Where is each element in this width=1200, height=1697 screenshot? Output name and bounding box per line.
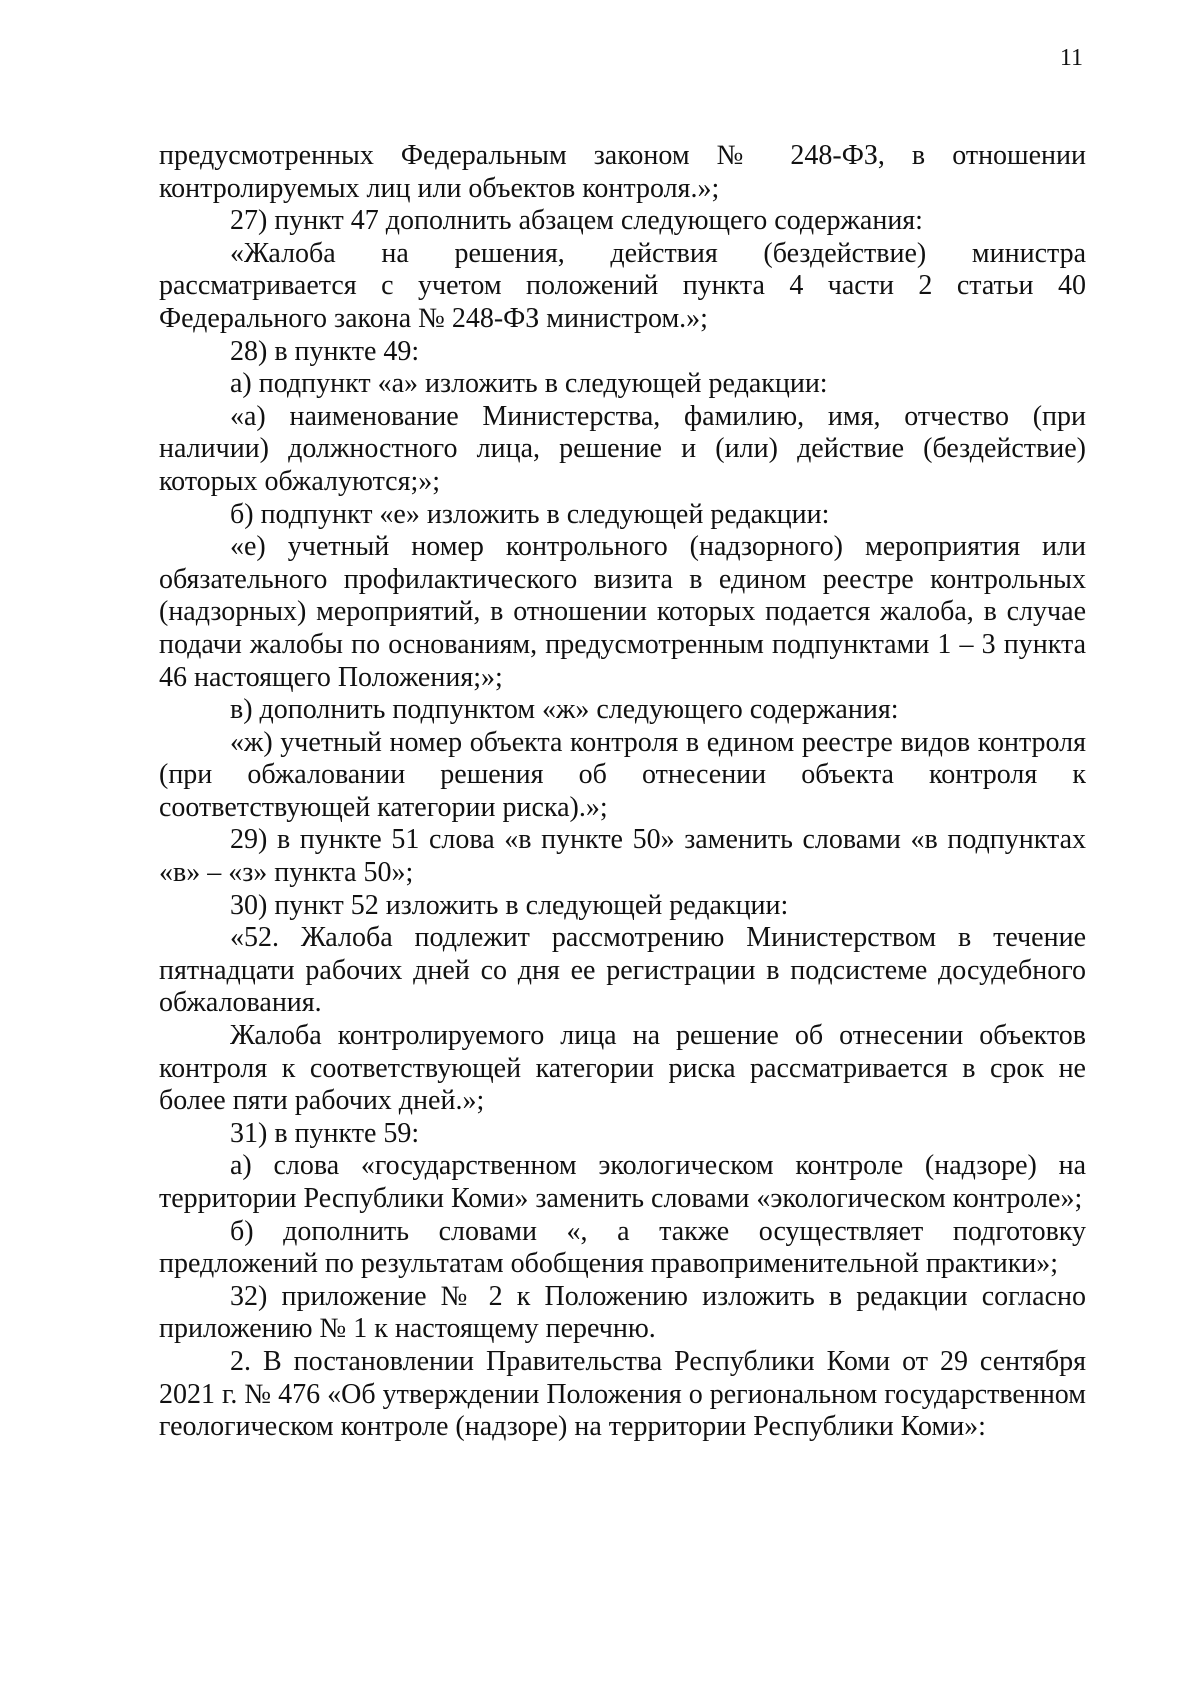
- paragraph: 27) пункт 47 дополнить абзацем следующего содержания:: [230, 205, 923, 237]
- paragraph: 29) в пункте 51 слова «в пункте 50» заменить словами «в подпунктах «в» – «з» пункта 50»;: [159, 824, 1086, 889]
- paragraph: «52. Жалоба подлежит рассмотрению Министерством в течение пятнадцати рабочих дней со дня ее регистрации в подсистеме досудебного обжалования.: [159, 922, 1086, 1019]
- paragraph: а) слова «государственном экологическом контроле (надзоре) на территории Республики Коми» заменить словами «экологическом контроле»;: [159, 1150, 1086, 1214]
- document-body: [159, 140, 1086, 1444]
- paragraph: «е) учетный номер контрольного (надзорного) мероприятия или обязательного профилактического визита в едином реестре контрольных (надзорных) мероприятий, в отношении которых подается жалоба, в случае подачи жалобы по основаниям, предусмотренным подпунктами 1 – 3 пункта 46 настоящего Положения;»;: [159, 531, 1086, 693]
- paragraph: 31) в пункте 59:: [230, 1117, 420, 1149]
- paragraph: «ж) учетный номер объекта контроля в едином реестре видов контроля (при обжаловании решения об отнесении объекта контроля к соответствующей категории риска).»;: [159, 726, 1086, 823]
- paragraph: б) дополнить словами «, а также осуществляет подготовку предложений по результатам обобщения правоприменительной практики»;: [159, 1215, 1086, 1280]
- paragraph: предусмотренных Федеральным законом № 248-ФЗ, в отношении контролируемых лиц или объектов контроля.»;: [159, 140, 1086, 204]
- page-number: 11: [1059, 45, 1083, 71]
- paragraph: «Жалоба на решения, действия (бездействие) министра рассматривается с учетом положений пункта 4 части 2 статьи 40 Федерального закона № 248-ФЗ министром.»;: [159, 237, 1086, 334]
- paragraph: 32) приложение № 2 к Положению изложить в редакции согласно приложению № 1 к настоящему перечню.: [159, 1280, 1086, 1345]
- paragraph: 30) пункт 52 изложить в следующей редакции:: [230, 889, 789, 921]
- paragraph: «а) наименование Министерства, фамилию, имя, отчество (при наличии) должностного лица, решение и (или) действие (бездействие) которых обжалуются;»;: [159, 400, 1086, 497]
- paragraph: а) подпункт «а» изложить в следующей редакции:: [230, 368, 828, 400]
- paragraph: в) дополнить подпунктом «ж» следующего содержания:: [230, 694, 899, 726]
- paragraph: 28) в пункте 49:: [230, 335, 420, 367]
- paragraph: Жалоба контролируемого лица на решение об отнесении объектов контроля к соответствующей категории риска рассматривается в срок не более пяти рабочих дней.»;: [159, 1020, 1086, 1117]
- paragraph: б) подпункт «е» изложить в следующей редакции:: [230, 498, 830, 530]
- paragraph: 2. В постановлении Правительства Республики Коми от 29 сентября 2021 г. № 476 «Об утверждении Положения о региональном государственном геологическом контроле (надзоре) на территории Республики Коми»:: [159, 1345, 1086, 1443]
